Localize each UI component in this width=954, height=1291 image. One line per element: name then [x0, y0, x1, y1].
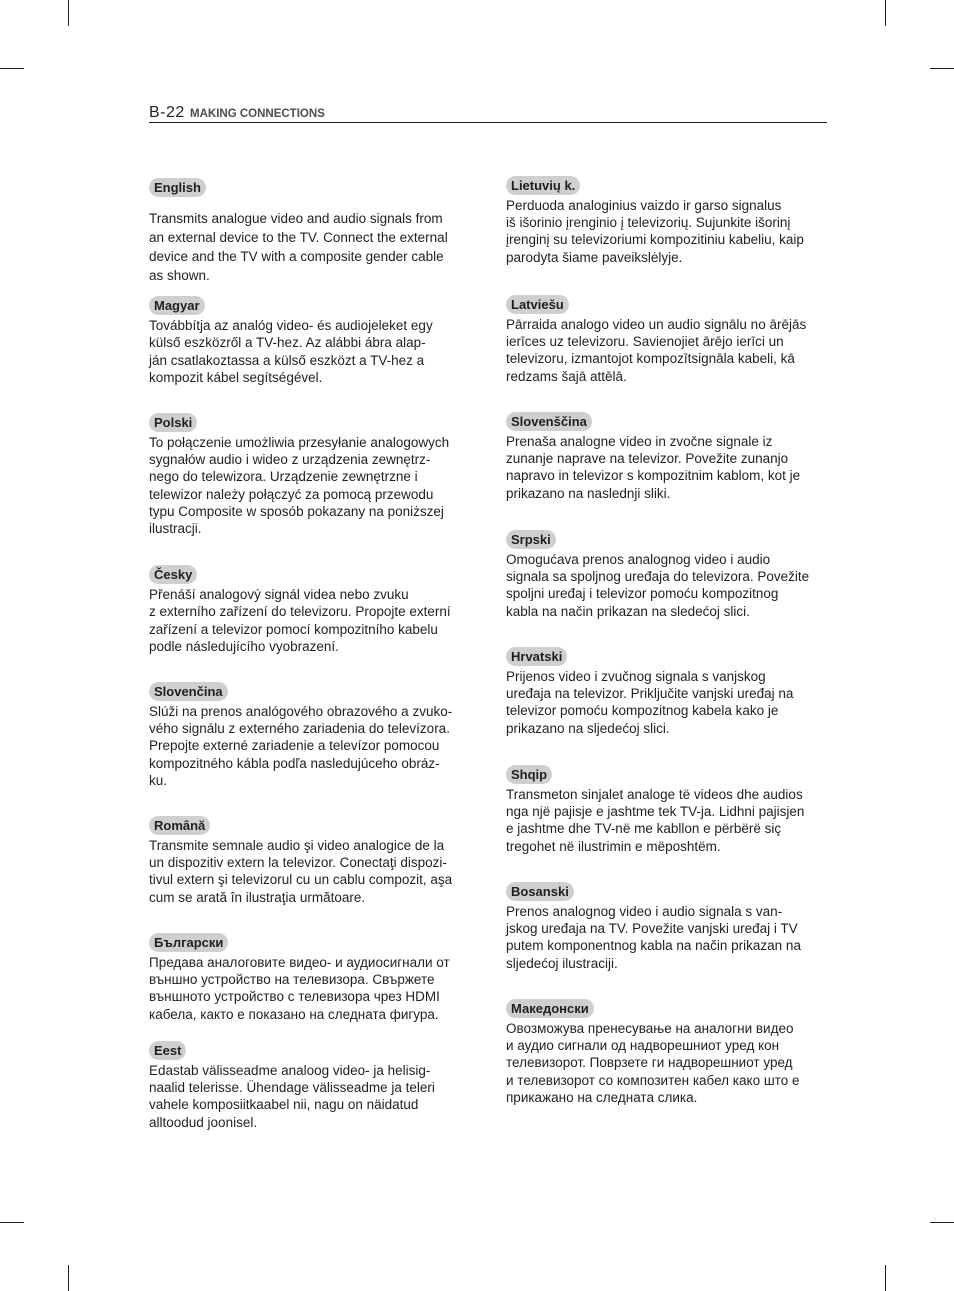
language-block-cesky [149, 565, 479, 656]
description: Transmeton sinjalet analoge të videos dhe audios nga një pajisje e jashtme tek TV-ja. Lidhni pajisjen e jashtme dhe TV-në me kabllon e përbërë siç tregohet në ilustrimin e mëposhtëm. [506, 787, 805, 854]
description: Edastab välisseadme analoog video- ja helisig- naalid telerisse. Ühendage välisseadme ja teleri vahele komposiitkaabel nii, nagu on näidatud alltoodud joonisel. [149, 1063, 435, 1130]
crop-mark [0, 68, 24, 69]
language-block-english [149, 178, 479, 285]
description: To połączenie umożliwia przesyłanie analogowych sygnałów audio i wideo z urządzenia zewnętrz- nego do telewizora. Urządzenie zewnętrzne i telewizor należy połączyć za pomocą przewodu typu Composite w sposób pokazany na poniższej ilustracji. [149, 435, 450, 537]
language-block-latviesu [506, 295, 836, 385]
language-block-magyar [149, 296, 479, 387]
language-block-slovenscina [506, 412, 836, 502]
description: Prijenos video i zvučnog signala s vanjskog uređaja na televizor. Priključite vanjski uređaj na televizor pomoću kompozitnog kabela kako je prikazano na sljedećoj slici. [506, 669, 794, 736]
language-label: Eest [149, 1041, 186, 1060]
language-label: Magyar [149, 296, 205, 315]
crop-mark [930, 68, 954, 69]
description: Prenos analognog video i audio signala s van- jskog uređaja na TV. Povežite vanjski uređaj i TV putem komponentnog kabla na način prikazan na sljedećoj ilustraciji. [506, 904, 801, 971]
description: Transmits analogue video and audio signals from an external device to the TV. Connect the external device and the TV with a composite gender cable as shown. [149, 211, 448, 283]
language-label: Hrvatski [506, 647, 567, 666]
language-label: Slovenčina [149, 682, 228, 701]
description: Предава аналоговите видео- и аудиосигнали от външно устройство на телевизора. Свържете външното устройство с телевизора чрез HDMI кабела, както е показано на следната фигура. [149, 955, 450, 1022]
section-title: MAKING CONNECTIONS [190, 108, 325, 120]
description: Овозможува пренесување на аналогни видео и аудио сигнали од надворешниот уред кон телевизорот. Поврзете ги надворешниот уред и телевизорот со композитен кабел како што е прикажано на следната слика. [506, 1021, 800, 1105]
description: Perduoda analoginius vaizdo ir garso signalus iš išorinio įrenginio į televizorių. Sujunkite išorinį įrenginį su televizoriumi kompozitiniu kabeliu, kaip parodyta šiame paveikslėlyje. [506, 198, 804, 265]
crop-mark [885, 0, 886, 26]
language-label: Česky [149, 565, 197, 584]
language-label: Bosanski [506, 882, 574, 901]
language-block-bosanski [506, 882, 836, 972]
language-block-hrvatski [506, 647, 836, 737]
language-block-eest [149, 1041, 479, 1131]
language-label: Srpski [506, 530, 556, 549]
crop-mark [68, 1265, 69, 1291]
language-block-slovencina [149, 682, 479, 789]
language-label: Български [149, 933, 228, 952]
language-label: Română [149, 816, 210, 835]
description: Transmite semnale audio şi video analogice de la un dispozitiv extern la televizor. Conectaţi dispozi- tivul extern şi televizorul cu un cablu compozit, aşa cum se arată în ilustraţia următoare. [149, 838, 453, 905]
description: Prenaša analogne video in zvočne signale iz zunanje naprave na televizor. Povežite zunanjo napravo in televizor s kompozitnim kablom, kot je prikazano na naslednji sliki. [506, 434, 801, 501]
language-block-romana [149, 816, 479, 906]
crop-mark [930, 1222, 954, 1223]
language-label: Latviešu [506, 295, 569, 314]
page-header [149, 104, 827, 123]
language-label: Slovenščina [506, 412, 592, 431]
description: Továbbítja az analóg video- és audiojeleket egy külső eszközről a TV-hez. Az alábbi ábra alap- ján csatlakoztassa a külső eszközt a TV-hez a kompozit kábel segítségével. [149, 318, 433, 386]
language-label: Македонски [506, 999, 594, 1018]
language-block-polski [149, 413, 479, 537]
crop-mark [0, 1222, 24, 1223]
language-block-lietuviu [506, 176, 836, 266]
language-label: Polski [149, 413, 197, 432]
page-number: B-22 [149, 104, 185, 121]
description: Přenáší analogový signál videa nebo zvuku z externího zařízení do televizoru. Propojte externí zařízení a televizor pomocí kompozitního kabelu podle následujícího vyobrazení. [149, 587, 451, 655]
language-label: English [149, 178, 206, 197]
language-block-bulgarian [149, 933, 479, 1023]
language-block-makedonski [506, 999, 836, 1106]
language-block-srpski [506, 530, 836, 620]
language-block-shqip [506, 765, 836, 855]
description: Omogućava prenos analognog video i audio signala sa spoljnog uređaja do televizora. Povežite spoljni uređaj i televizor pomoću kompozitnog kabla na način prikazan na sledećoj slici. [506, 552, 810, 619]
description: Pārraida analogo video un audio signālu no ārējās ierīces uz televizoru. Savienojiet ārējo ierīci un televizoru, izmantojot kompozītsignāla kabeli, kā redzams šajā attēlā. [506, 317, 807, 384]
language-label: Lietuvių k. [506, 176, 580, 195]
language-label: Shqip [506, 765, 552, 784]
crop-mark [885, 1265, 886, 1291]
crop-mark [68, 0, 69, 26]
description: Slúži na prenos analógového obrazového a zvuko- vého signálu z externého zariadenia do televízora. Prepojte externé zariadenie a televízor pomocou kompozitného kábla podľa nasledujúceho obráz- ku. [149, 704, 453, 788]
